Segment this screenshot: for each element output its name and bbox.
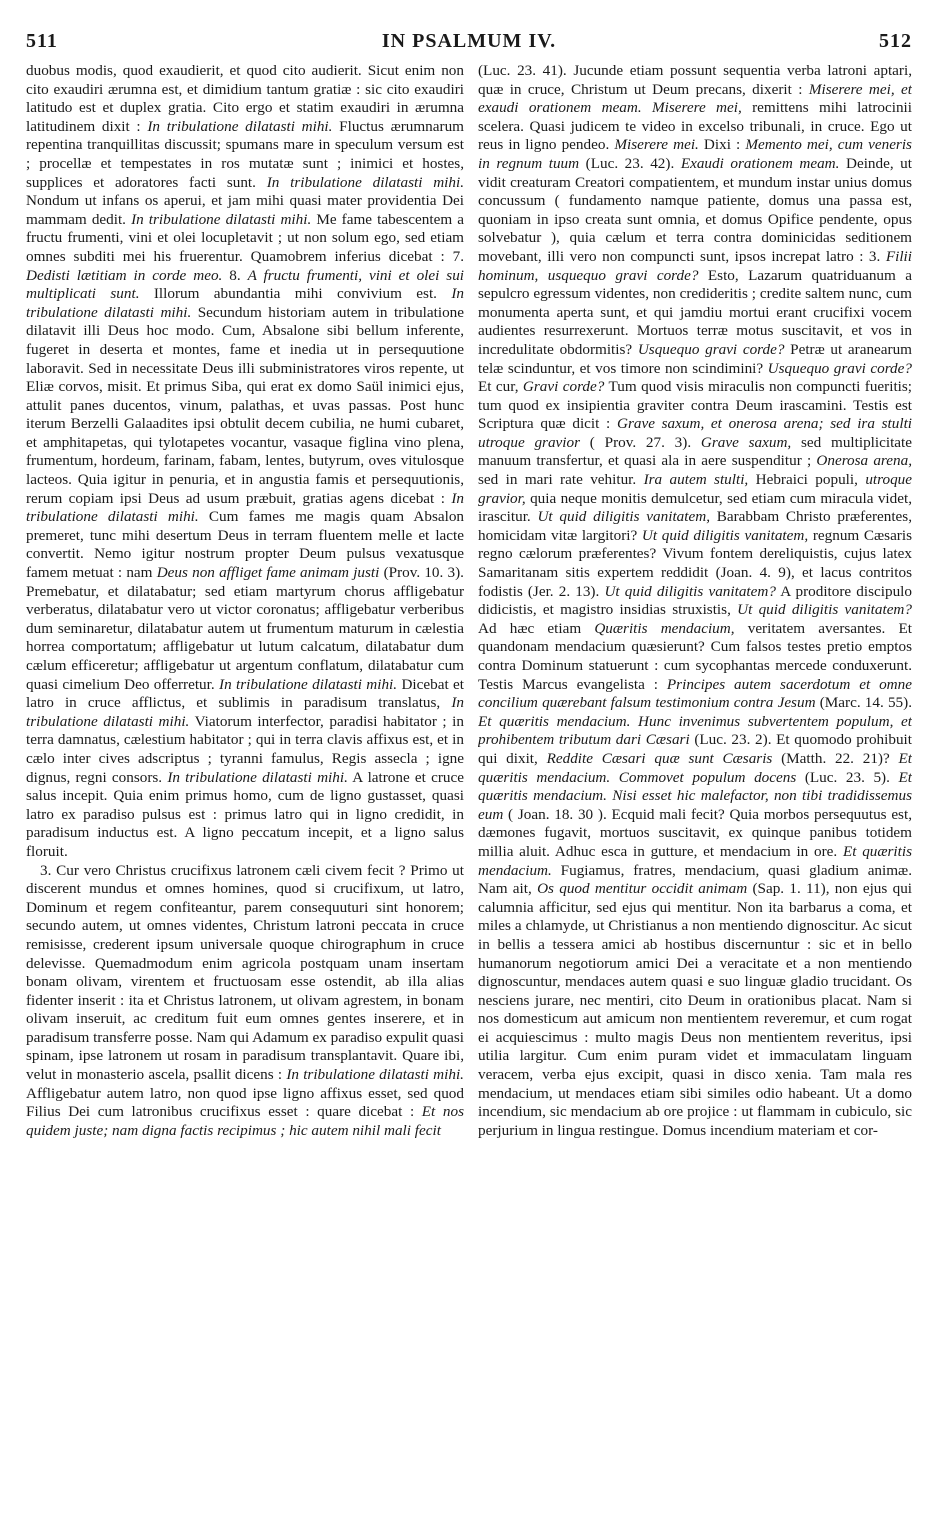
text-column-right (478, 62, 912, 1532)
italic-text: Grave saxum, et onerosa arena; sed ira stulti utroque gravior (478, 415, 912, 451)
text-segment: (Luc. 23. 5). (796, 768, 899, 786)
text-segment: ( Prov. 27. 3). (580, 433, 701, 451)
text-segment: Hebraici populi, (748, 471, 866, 489)
running-header (26, 30, 912, 56)
text-segment: quia neque monitis demulcetur, sed etiam cum miracula videt, irascitur. (478, 489, 912, 526)
italic-text: In tribulatione dilatasti mihi. (147, 117, 333, 135)
text-segment: Fluctus ærumnarum repentina tranquillitas discussit; spumans mare in speculum versum est ; procellæ et tempestates in ros mutatæ sunt ; inimici et hostes, supplices et adoratores facti sunt. (26, 117, 464, 191)
italic-text: Et quæritis mendacium. Commovet populum docens (478, 749, 912, 786)
paragraph (478, 62, 912, 1140)
italic-text: Deus non affliget fame animam justi (156, 564, 380, 582)
text-segment: Cum fames me magis quam Absalon premeret, tunc mihi desertum Deus in terram fluentem melle et lacte convertit. Nemo igitur nostrum propter Deum pulsus vexatusque famem metuat : nam (26, 508, 464, 582)
text-segment: Ad hæc etiam (478, 619, 595, 637)
italic-text: Ut quid diligitis vanitatem, (641, 526, 809, 544)
italic-text: Ut quid diligitis vanitatem? (737, 601, 912, 619)
running-title: IN PSALMUM IV. (381, 30, 557, 52)
text-segment: duobus modis, quod exaudierit, et quod cito audierit. Sicut enim non cito exaudiri ærumna est, et dimidium tantum gratiæ : sic cito exaudiri latitudo est et duplex gratia. Cito ergo et statim exaudiri in ærumna latitudinem dixit : (26, 62, 464, 135)
italic-text: Miserere mei. (614, 136, 699, 154)
italic-text: utroque gravior, (478, 471, 912, 507)
italic-text: In tribulatione dilatasti mihi. (286, 1066, 464, 1084)
italic-text: Usquequo gravi corde? (637, 340, 785, 358)
text-segment: (Luc. 23. 2). Et quomodo prohibuit qui dixit, (478, 731, 912, 767)
text-segment: Deinde, ut vidit creaturam Creatori compatientem, et mundum instar unius domus concussum ( fundamento namque patiente, domus una passa est, quoniam in ipso creata sunt omnia, et domus Opifice pendente, opus solvebatur ), quia cælum et terra contra dominicidas seditionem movebant, illi vero non compuncti sunt, ipsos increpat latro : 3. (478, 154, 912, 265)
italic-text: Gravi corde? (522, 378, 605, 396)
paragraph (26, 62, 464, 862)
text-segment: Et cur, (478, 378, 523, 396)
text-segment: Dicebat et latro in cruce afflictus, et sublimis in paradisum translatus, (26, 675, 464, 712)
text-segment: veritatem aversantes. Et quandonam mendacium quæsierunt? Cum falsos testes pretio emptos contra Dominum statuerunt : cum sycophantas mercede conduxerunt. Testis Marcus evangelista : (478, 619, 912, 693)
text-segment: Barabbam Christo præferentes, homicidam vitæ largitori? (478, 508, 912, 544)
text-column-left (26, 62, 464, 1532)
italic-text: Ira autem stulti, (643, 471, 749, 489)
text-segment: Viatorum interfector, paradisi habitator ; in terra damnatus, cælestium habitator ; qui in terra clavis affixus est, et in cælo inter cives adscriptus ; tyranni famulus, Regis assecla ; igne dignus, regni consors. (26, 712, 464, 786)
italic-text: Onerosa arena, (816, 452, 912, 470)
italic-text: Ut quid diligitis vanitatem? (604, 582, 776, 600)
italic-text: Et nos quidem juste; nam digna factis recipimus ; hic autem nihil mali fecit (26, 1103, 464, 1139)
italic-text: In tribulatione dilatasti mihi. (26, 285, 464, 321)
page-number-left: 511 (26, 30, 58, 52)
text-segment: regnum Cæsaris regno cælorum præferentes? Vivum fontem dereliquistis, cujus latex Samaritanam sitis expertem reddidit (Joan. 4. 9), et lacus contritos fodistis (Jer. 2. 13). (478, 526, 912, 600)
italic-text: Et quæritis mendacium. (478, 842, 912, 879)
italic-text: In tribulatione dilatasti mihi. (219, 675, 398, 693)
text-segment: sed in mari rate vehitur. (478, 471, 644, 489)
italic-text: A fructu frumenti, vini et olei sui multiplicati sunt. (26, 266, 464, 303)
italic-text: Reddite Cæsari quæ sunt Cæsaris (546, 749, 773, 767)
text-segment: Petræ ut aranearum telæ scinduntur, et vos timore non scindimini? (478, 340, 912, 377)
text-segment: (Luc. 23. 42). (579, 154, 681, 172)
italic-text: In tribulatione dilatasti mihi. (167, 768, 348, 786)
text-segment: A latrone et cruce salus incepit. Quia enim primus homo, cum de ligno gustasset, quasi latro ex paradiso pulsus est : primus latro qui in ligno credidit, in paradisum inductus est. A ligno peccatum incepit, et a ligno salus floruit. (26, 768, 464, 860)
italic-text: Et quæritis mendacium. Nisi esset hic malefactor, non tibi tradidissemus eum (478, 768, 912, 823)
text-segment: (Sap. 1. 11), non ejus qui calumnia afficitur, sed ejus qui mentitur. Non ita barbarus a coma, et miles a chlamyde, ut Christianus a non mentiendo dignoscitur. Ac sicut in bellis a tessera amici ab hostibus discernuntur : sic et in bello humanorum negotiorum amici Dei a veracitate et a non mentiendo dignoscuntur, mendaces autem quasi e suo linguæ gladio trucidant. Os nesciens jurare, nec mentiri, cito Deum in orationibus placat. Nam si nos domesticum aut amicum non mentientem reveremur, et cum rogat ei acquiescimus : multo magis Deus non mentientem reveritus, ipsi utilia largitur. Cum enim puram videt et immaculatam linguam veracem, verba ejus excipit, quasi in disco xenia. Tam mala res mendacium, ut mendaces etiam sibi similes odio habeant. Ut a domo incendium, sic mendacium ab ore projice : ut flammam in cubiculo, sic perjurium in lingua restingue. Domus incendium materiam et cor- (478, 880, 912, 1139)
text-segment: 8. (222, 266, 248, 284)
text-segment: Me fame tabescentem a fructu frumenti, vini et olei locupletavit ; ut non solum ego, sed etiam omnes subditi mei his fruerentur. Quamobrem inferius dicebat : 7. (26, 210, 464, 265)
text-segment: (Luc. 23. 41). Jucunde etiam possunt sequentia verba latroni aptari, quæ in cruce, Christum ut Deum precans, dixerit : (478, 62, 912, 98)
italic-text: In tribulatione dilatasti mihi. (131, 210, 312, 228)
text-segment: sed multiplicitate manuum transfertur, et quasi ala in aere suspenditur ; (478, 433, 912, 470)
italic-text: Et quæritis mendacium. Hunc invenimus subvertentem populum, et prohibentem tributum dari Cæsari (478, 712, 912, 749)
text-segment: (Matth. 22. 21)? (772, 749, 899, 767)
italic-text: Exaudi orationem meam. (680, 154, 840, 172)
text-segment: Fugiamus, fratres, mendacium, quasi gladium animæ. Nam ait, (478, 861, 912, 898)
italic-text: Usquequo gravi corde? (767, 359, 912, 377)
text-segment: Secundum historiam autem in tribulatione dilatavit illi Deus hoc modo. Cum, Absalone sibi bellum inferente, fugeret in deserta et montes, fame et inedia ut in persequutione laboravit. Sed in necessitate Deus illi subministratores viros repente, ut Eliæ corvos, misit. Et primus Siba, qui erat ex domo Saül inimici ejus, attulit panes ducentos, vinum, palathas, et uvas passas. Post hunc iterum Berzelli Galaadites ipsi obtulit decem cubilia, ne humi cubaret, et amphitapetas, qui tylotapetes vocantur, vasaque figlina vino plena, frumentum, hordeum, farinam, fabam, lentes, butyrum, oves vitulosque lacteos. Quia igitur in penuria, et in angustia famis et persequutionis, rerum copiam ipsi Deus ad usum præbuit, gratias agens dicebat : (26, 303, 464, 507)
text-segment: Illorum abundantia mihi convivium est. (139, 285, 452, 303)
text-segment: Esto, Lazarum quatriduanum a sepulcro egressum videntes, non credideritis ; credite saltem nunc, cum monumenta aperta sunt, et qui jamdiu mortui erant crucifixi vocem audientes resurrexerunt. Mortuos terræ motus suscitavit, et vos in incredulitate obdormitis? (478, 266, 912, 358)
italic-text: In tribulatione dilatasti mihi. (266, 173, 464, 191)
italic-text: Grave saxum, (700, 433, 792, 451)
italic-text: Quæritis mendacium, (594, 619, 735, 637)
text-segment: 3. Cur vero Christus crucifixus latronem cæli civem fecit ? Primo ut discerent mundus et omnes homines, quod si crucifixum, ut latro, Dominum et regem confiteantur, parem consequuturi sint honorem; secundo autem, ut omnes videntes, Christum latroni peccata in cruce remisisse, crederent ipsum universale quoque chirographum in cruce delevisse. Quemadmodum enim agricola postquam unam insertam bonam olivam, virentem et fructuosam esse ostendit, ab illa alias fidenter inserit : ita et Christus latronem, ut olivam agrestem, in bonam olivam inseruit, ac creditum fuit eum omnes gentes inserere, et in paradisum transferre posse. Nam qui Adamum ex paradiso expulit quasi spinam, ipse latronem ut rosam in paradisum transplantavit. Quare ibi, velut in monasterio ascela, psallit dicens : (26, 861, 464, 1084)
text-segment: remittens mihi latrocinii scelera. Quasi judicem te video in excelso tribunali, in cruce. Ego ut reus in ligno pendeo. (478, 99, 912, 154)
text-segment: Dixi : (698, 136, 746, 154)
text-segment: Affligebatur autem latro, non quod ipse ligno affixus esset, sed quod Filius Dei cum latronibus crucifixus esset : quare dicebat : (26, 1084, 464, 1121)
page-number-right: 512 (879, 30, 912, 52)
italic-text: Filii hominum, usquequo gravi corde? (478, 247, 912, 284)
text-segment: Tum quod visis miraculis non compuncti fueritis; tum quod ex insipientia graviter contra Deum irascamini. Testis est Scriptura quæ dicit : (478, 378, 912, 433)
italic-text: Ut quid diligitis vanitatem, (537, 508, 710, 526)
italic-text: In tribulatione dilatasti mihi. (26, 489, 464, 526)
text-segment: A proditore discipulo didicistis, et magistro insidias struxistis, (478, 582, 912, 619)
text-segment: (Prov. 10. 3). Premebatur, et dilatabatur; sed etiam martyrum chorus affligebatur verberatus, dilatabatur vero ut victor coronatus; affligebatur verberibus dum seminaretur, dilatabatur autem ut frumentum maturum in cælestia horrea comportatum; affligebatur ut lutum calcatum, dilatabatur dum cælum efficeretur; affligebatur ut argentum conflatum, dilatabatur cum quasi cimelium Deo offerretur. (26, 564, 464, 693)
text-segment: (Marc. 14. 55). (815, 694, 912, 712)
paragraph (26, 862, 464, 1141)
italic-text: Memento mei, cum veneris in regnum tuum (478, 136, 912, 172)
italic-text: Principes autem sacerdotum et omne concilium quærebant falsum testimonium contra Jesum (478, 675, 912, 712)
text-segment: Nondum ut infans os aperui, et jam mihi quasi mater providentia Dei mammam dedit. (26, 192, 464, 228)
italic-text: In tribulatione dilatasti mihi. (26, 694, 464, 730)
italic-text: Miserere mei, et exaudi orationem meam. Miserere mei, (478, 80, 912, 117)
text-segment: ( Joan. 18. 30 ). Ecquid mali fecit? Quia morbos persequutus est, dæmones fugavit, mortuos suscitavit, ex quinque panibus totidem millia aluit. Adhuc esca in gutture, et mendacium in ore. (478, 805, 912, 860)
italic-text: Dedisti lætitiam in corde meo. (26, 266, 223, 284)
italic-text: Os quod mentitur occidit animam (537, 880, 748, 898)
